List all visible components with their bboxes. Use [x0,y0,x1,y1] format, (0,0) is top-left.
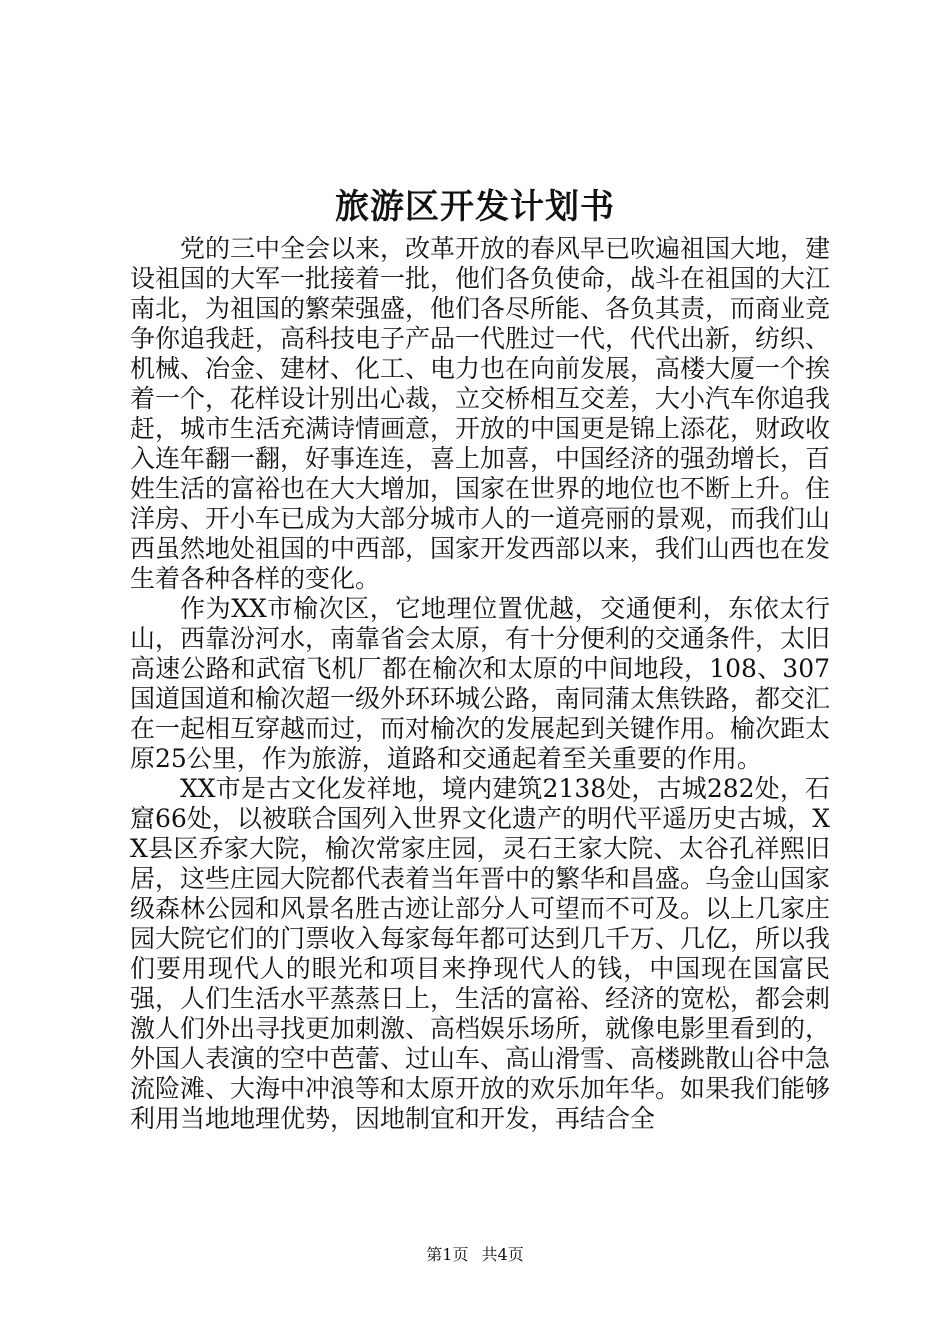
document-title: 旅游区开发计划书 [335,187,615,227]
paragraph-2: 作为XX市榆次区，它地理位置优越，交通便利，东依太行山，西靠汾河水，南靠省会太原，有十分便利的交通条件，太旧高速公路和武宿飞机厂都在榆次和太原的中间地段，108、307国道国道和榆次超一级外环环城公路，南同蒲太焦铁路，都交汇在一起相互穿越而过，而对榆次的发展起到关键作用。榆次距太原25公里，作为旅游，道路和交通起着至关重要的作用。 [130,594,831,773]
paragraph-3: XX市是古文化发祥地，境内建筑2138处，古城282处，石窟66处，以被联合国列入世界文化遗产的明代平遥历史古城，XX县区乔家大院，榆次常家庄园，灵石王家大院、太谷孔祥熙旧居，这些庄园大院都代表着当年晋中的繁华和昌盛。乌金山国家级森林公园和风景名胜古迹让部分人可望而不可及。以上几家庄园大院它们的门票收入每家每年都可达到几千万、几亿，所以我们要用现代人的眼光和项目来挣现代人的钱，中国现在国富民强，人们生活水平蒸蒸日上，生活的富裕、经济的宽松，都会刺激人们外出寻找更加刺激、高档娱乐场所，就像电影里看到的，外国人表演的空中芭蕾、过山车、高山滑雪、高楼跳散山谷中急流险滩、大海中冲浪等和太原开放的欢乐加年华。如果我们能够利用当地地理优势，因地制宜和开发，再结合全 [130,774,831,1133]
page-total: 共4页 [481,1245,524,1264]
page-number: 第1页 [426,1245,469,1264]
document-body [130,234,830,1134]
page-footer [0,1244,950,1266]
paragraph-1: 党的三中全会以来，改革开放的春风早已吹遍祖国大地，建设祖国的大军一批接着一批，他们各负使命，战斗在祖国的大江南北，为祖国的繁荣强盛，他们各尽所能、各负其责，而商业竞争你追我赶，高科技电子产品一代胜过一代，代代出新，纺织、机械、冶金、建材、化工、电力也在向前发展，高楼大厦一个挨着一个，花样设计别出心裁，立交桥相互交差，大小汽车你追我赶，城市生活充满诗情画意，开放的中国更是锦上添花，财政收入连年翻一翻，好事连连，喜上加喜，中国经济的强劲增长，百姓生活的富裕也在大大增加，国家在世界的地位也不断上升。住洋房、开小车已成为大部分城市人的一道亮丽的景观，而我们山西虽然地处祖国的中西部，国家开发西部以来，我们山西也在发生着各种各样的变化。 [130,234,831,593]
